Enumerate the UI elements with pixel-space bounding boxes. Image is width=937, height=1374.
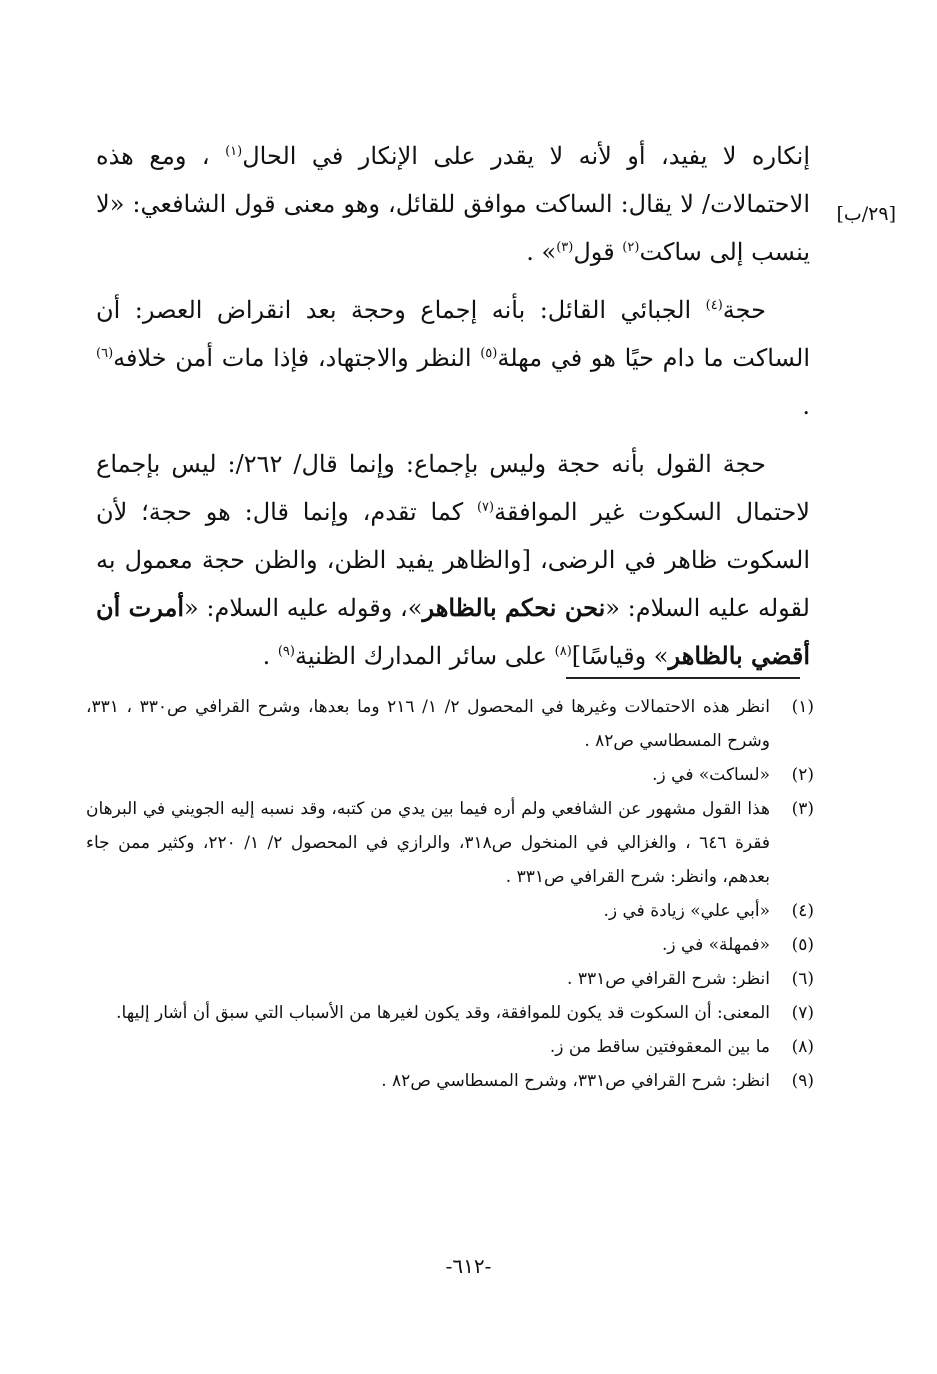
footnote-text: انظر: شرح القرافي ص٣٣١، وشرح المسطاسي ص٨٢ . xyxy=(381,1071,770,1091)
footnote-number: (٦) xyxy=(791,969,814,989)
footnote-3 xyxy=(86,792,814,894)
footnote-ref-2: (٢) xyxy=(622,240,640,255)
p1-text-2: ، ومع هذه الاحتمالات/ لا يقال: الساكت موافق للقائل، وهو معنى قول الشافعي: «لا ينسب إلى ساكت xyxy=(96,142,810,266)
footnote-separator xyxy=(566,677,800,679)
p3-text-4: » وقياسًا] xyxy=(571,642,669,670)
footnote-8 xyxy=(86,1030,814,1064)
footnote-number: (٥) xyxy=(791,935,814,955)
footnote-number: (٣) xyxy=(791,799,814,819)
p3-text-3: »، وقوله عليه السلام: « xyxy=(184,594,423,622)
footnote-text: انظر هذه الاحتمالات وغيرها في المحصول ٢/ ١/ ٢١٦ وما بعدها، وشرح القرافي ص٣٣٠ ، ٣٣١، وشرح المسطاسي ص٨٢ . xyxy=(86,697,771,751)
footnote-ref-5: (٥) xyxy=(480,346,498,361)
footnote-7 xyxy=(86,996,814,1030)
footnote-ref-1: (١) xyxy=(225,144,243,159)
hadith-quote-1: نحن نحكم بالظاهر xyxy=(422,593,606,622)
footnote-text: انظر: شرح القرافي ص٣٣١ . xyxy=(567,969,770,989)
footnote-ref-4: (٤) xyxy=(705,298,723,313)
footnote-number: (٤) xyxy=(791,901,814,921)
footnote-text: «أبي علي» زيادة في ز. xyxy=(603,901,770,921)
footnote-1 xyxy=(86,690,814,758)
footnote-number: (٧) xyxy=(791,1003,814,1023)
main-text xyxy=(96,132,810,680)
p2-text-1: حجة xyxy=(722,296,766,324)
footnote-text: ما بين المعقوفتين ساقط من ز. xyxy=(549,1037,770,1057)
footnote-text: هذا القول مشهور عن الشافعي ولم أره فيما بين يدي من كتبه، وقد نسبه إليه الجويني في البرهان فقرة ٦٤٦ ، والغزالي في المنخول ص٣١٨، والرازي في المحصول ٢/ ١/ ٢٢٠، وكثير ممن جاء بعدهم، وانظر: شرح القرافي ص٣٣١ . xyxy=(86,799,770,887)
paragraph-1 xyxy=(96,132,810,276)
p3-text-1: حجة القول بأنه حجة وليس بإجماع: وإنما قال/ ٢٦٢/: ليس بإجماع لاحتمال السكوت غير الموافقة xyxy=(96,450,810,526)
footnote-ref-9: (٩) xyxy=(277,644,295,659)
footnote-2 xyxy=(86,758,814,792)
p2-text-4: . xyxy=(802,392,810,420)
paragraph-2 xyxy=(96,286,810,430)
footnote-number: (١) xyxy=(791,697,814,717)
footnote-5 xyxy=(86,928,814,962)
footnote-ref-3: (٣) xyxy=(556,240,574,255)
footnote-ref-7: (٧) xyxy=(476,500,495,515)
footnote-number: (٨) xyxy=(791,1037,814,1057)
footnote-text: «لساكت» في ز. xyxy=(652,765,770,785)
footnote-ref-6: (٦) xyxy=(96,346,114,361)
margin-folio-note: [٢٩/ب] xyxy=(836,203,896,225)
p1-text-1: إنكاره لا يفيد، أو لأنه لا يقدر على الإنكار في الحال xyxy=(242,142,810,170)
footnote-6 xyxy=(86,962,814,996)
footnotes xyxy=(86,690,814,1098)
page-number: -٦١٢- xyxy=(445,1254,492,1278)
p2-text-3: النظر والاجتهاد، فإذا مات أمن خلافه xyxy=(113,344,481,372)
p2-text-2: الجبائي القائل: بأنه إجماع وحجة بعد انقراض العصر: أن الساكت ما دام حيًا هو في مهلة xyxy=(96,296,810,372)
footnote-number: (٢) xyxy=(791,765,814,785)
footnote-number: (٩) xyxy=(791,1071,814,1091)
footnote-text: «فمهلة» في ز. xyxy=(661,935,770,955)
p1-text-4: » . xyxy=(526,238,557,266)
p3-text-2: كما تقدم، وإنما قال: هو حجة؛ لأن السكوت ظاهر في الرضى، [والظاهر يفيد الظن، والظن حجة معمول به لقوله عليه السلام: « xyxy=(96,498,811,622)
footnote-text: المعنى: أن السكوت قد يكون للموافقة، وقد يكون لغيرها من الأسباب التي سبق أن أشار إليها. xyxy=(116,1003,770,1023)
p1-text-3: قول xyxy=(573,238,623,266)
p3-text-5: على سائر المدارك الظنية xyxy=(294,642,555,670)
paragraph-3 xyxy=(96,440,810,680)
p3-text-6: . xyxy=(262,642,278,670)
hadith-quote-2: أمرت أن أقضي بالظاهر xyxy=(96,593,810,670)
footnote-9 xyxy=(86,1064,814,1098)
footnote-4 xyxy=(86,894,814,928)
footnote-ref-8: (٨) xyxy=(554,644,572,659)
